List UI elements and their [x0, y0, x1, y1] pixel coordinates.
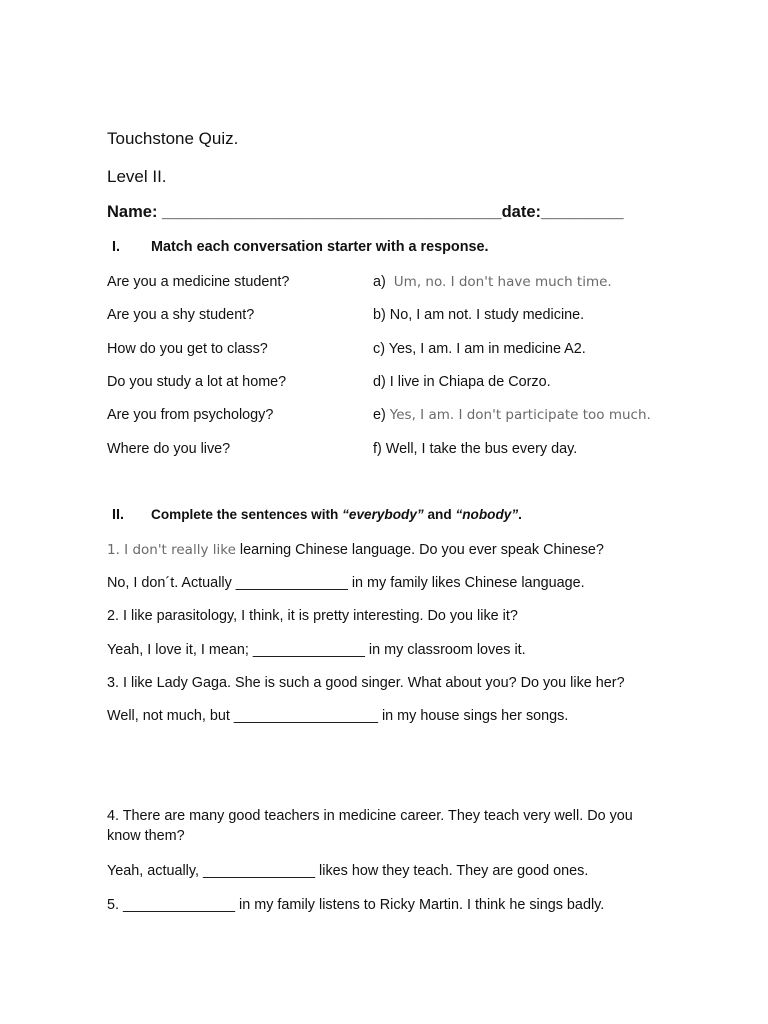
sentence-4-prompt: 4. There are many good teachers in medicine career. They teach very well. Do you know them? — [107, 808, 633, 844]
response-text: Yes, I am. I am in medicine A2. — [388, 341, 586, 357]
question-6: Where do you live? — [107, 441, 231, 457]
response-text: Well, I take the bus every day. — [385, 441, 578, 457]
response-e — [373, 405, 651, 425]
date-blank: _________ — [540, 203, 624, 221]
sentence-3-answer: Well, not much, but __________________ in my house sings her songs. — [107, 708, 569, 724]
sentence-3-prompt: 3. I like Lady Gaga. She is such a good singer. What about you? Do you like her? — [107, 675, 625, 691]
question-2: Are you a shy student? — [107, 307, 255, 323]
response-b — [373, 305, 584, 325]
prompt-text: learning Chinese language. Do you ever speak Chinese? — [235, 542, 604, 558]
quiz-title: Touchstone Quiz. — [107, 129, 239, 148]
question-4: Do you study a lot at home? — [107, 374, 287, 390]
response-letter: d) — [373, 374, 386, 390]
response-c — [373, 339, 586, 359]
name-blank: _____________________________________ — [162, 203, 502, 221]
response-f — [373, 439, 577, 459]
question-1: Are you a medicine student? — [107, 274, 290, 290]
sentence-2-answer: Yeah, I love it, I mean; ______________ in my classroom loves it. — [107, 642, 526, 658]
keyword-everybody: “everybody” — [342, 507, 424, 522]
sentence-1-prompt — [107, 540, 604, 560]
section2-numeral: II. — [112, 507, 124, 523]
question-5: Are you from psychology? — [107, 407, 274, 423]
response-a — [373, 272, 612, 292]
section2-instruction — [151, 507, 522, 522]
response-letter: f) — [373, 441, 382, 457]
response-d — [373, 372, 551, 392]
response-text: I live in Chiapa de Corzo. — [389, 374, 551, 390]
sentence-4-answer: Yeah, actually, ______________ likes how they teach. They are good ones. — [107, 863, 589, 879]
response-text: Um, no. I don't have much time. — [393, 274, 612, 290]
name-date-line — [107, 203, 624, 222]
name-label: Name: — [107, 203, 163, 221]
response-text: No, I am not. I study medicine. — [389, 307, 585, 323]
section1-numeral: I. — [112, 239, 120, 255]
instruction-text: . — [518, 507, 522, 522]
keyword-nobody: “nobody” — [455, 507, 519, 522]
response-letter: b) — [373, 307, 386, 323]
prompt-faded-text: 1. I don't really like — [107, 542, 236, 558]
sentence-2-prompt: 2. I like parasitology, I think, it is pretty interesting. Do you like it? — [107, 608, 518, 624]
response-letter: e) — [373, 407, 386, 423]
section1-instruction: Match each conversation starter with a response. — [151, 239, 489, 255]
response-letter: a) — [373, 274, 386, 290]
instruction-text: and — [423, 507, 456, 522]
sentence-5: 5. ______________ in my family listens to Ricky Martin. I think he sings badly. — [107, 897, 605, 913]
response-letter: c) — [373, 341, 385, 357]
response-text: Yes, I am. I don't participate too much. — [389, 407, 651, 423]
date-label: date: — [501, 203, 541, 221]
sentence-1-answer: No, I don´t. Actually ______________ in my family likes Chinese language. — [107, 575, 585, 591]
question-3: How do you get to class? — [107, 341, 268, 357]
instruction-text: Complete the sentences with — [151, 507, 343, 522]
quiz-level: Level II. — [107, 167, 167, 186]
